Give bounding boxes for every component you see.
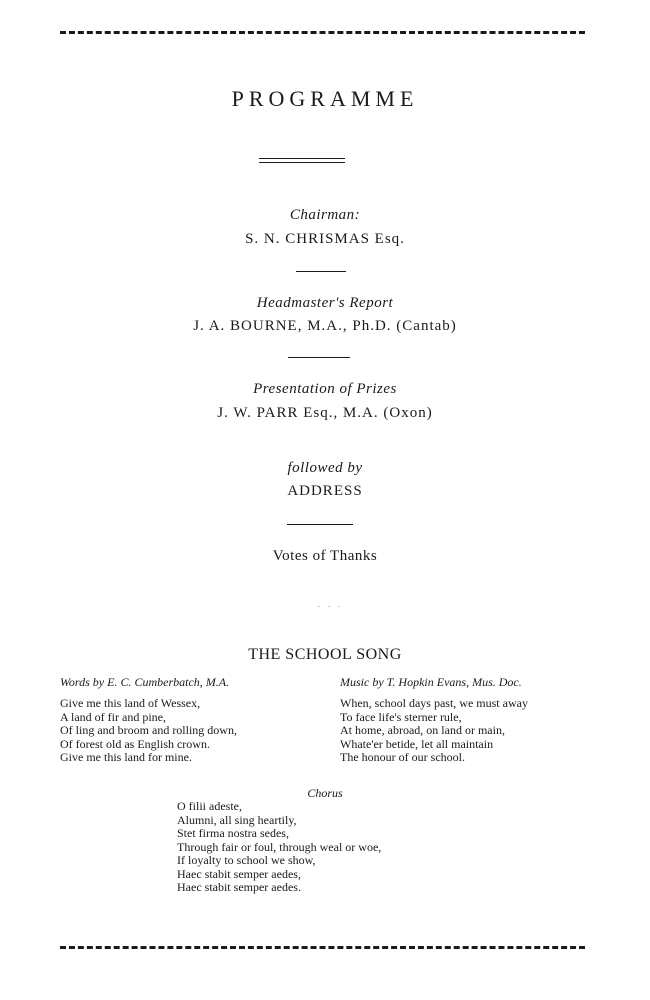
verse-left (60, 697, 237, 765)
chorus-line: Through fair or foul, through weal or woe, (177, 839, 382, 854)
page-title: PROGRAMME (231, 86, 419, 111)
chairman-role: Chairman: (289, 207, 361, 223)
chorus-line: Alumni, all sing heartily, (177, 812, 297, 827)
prizes-name: J. W. PARR Esq., M.A. (Oxon) (217, 405, 433, 421)
chorus-title: Chorus (307, 786, 343, 800)
followed-by-text: followed by (287, 460, 363, 476)
chorus-line: Haec stabit semper aedes. (177, 880, 301, 894)
verse-right (340, 697, 528, 765)
school-song-title: THE SCHOOL SONG (248, 646, 402, 663)
verse-line: At home, abroad, on land or main, (340, 723, 505, 737)
bottom-decorative-rule (60, 946, 585, 949)
verse-line: Whate'er betide, let all maintain (340, 736, 494, 751)
separator-rule-3 (287, 524, 353, 525)
votes-of-thanks: Votes of Thanks (272, 548, 378, 564)
chorus-line: If loyalty to school we show, (177, 853, 316, 867)
chorus-line: O filii adeste, (177, 799, 242, 813)
top-decorative-rule (60, 31, 585, 34)
verse-line: A land of fir and pine, (60, 709, 166, 724)
separator-rule-2 (288, 357, 350, 358)
verse-line: The honour of our school. (340, 750, 465, 764)
chorus-text (177, 800, 381, 895)
separator-rule-1 (296, 271, 346, 272)
verse-line: Of ling and broom and rolling down, (60, 723, 237, 737)
verse-line: When, school days past, we must away (340, 696, 528, 710)
decorative-dots: . . . (318, 600, 343, 609)
headmaster-name: J. A. BOURNE, M.A., Ph.D. (Cantab) (193, 318, 457, 334)
verse-line: To face life's sterner rule, (340, 709, 462, 724)
address-label: ADDRESS (287, 483, 363, 499)
chorus-line: Haec stabit semper aedes, (177, 866, 301, 881)
words-credit: Words by E. C. Cumberbatch, M.A. (60, 675, 230, 689)
prizes-role: Presentation of Prizes (253, 381, 397, 397)
headmaster-role: Headmaster's Report (256, 295, 394, 311)
music-credit: Music by T. Hopkin Evans, Mus. Doc. (340, 675, 522, 689)
chorus-line: Stet firma nostra sedes, (177, 826, 289, 840)
verse-line: Give me this land of Wessex, (60, 696, 201, 710)
verse-line: Of forest old as English crown. (60, 736, 210, 751)
title-underline (259, 158, 345, 163)
chairman-name: S. N. CHRISMAS Esq. (245, 231, 405, 247)
verse-line: Give me this land for mine. (60, 750, 192, 764)
